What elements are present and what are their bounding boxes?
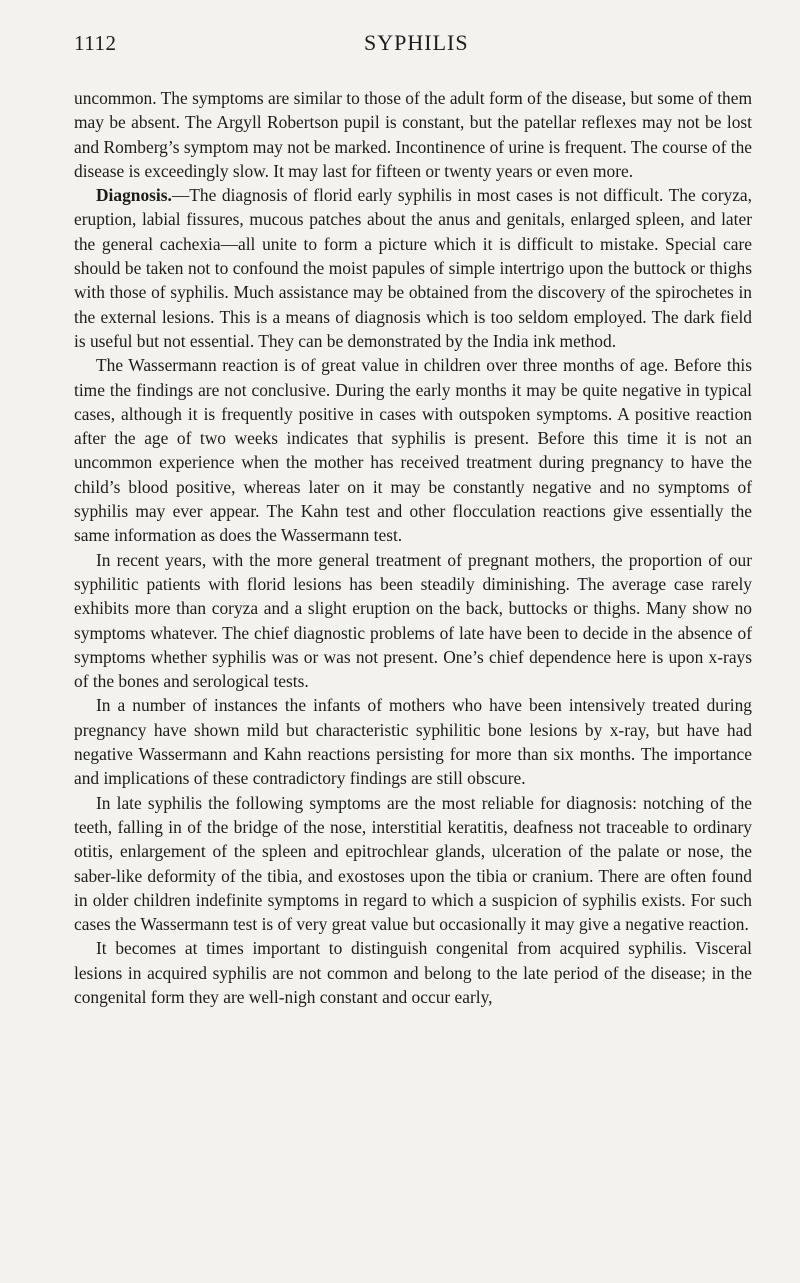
paragraph-late-syphilis (74, 791, 752, 937)
paragraph-text: In a number of instances the infants of mothers who have been intensively treated during pregnancy have shown mild but characteristic syphilitic bone lesions by x-ray, but have had negative Wassermann and Kahn reactions persisting for more than six months. The importance and implications of these contradictory findings are still obscure. (74, 695, 752, 789)
paragraph-text: uncommon. The symptoms are similar to those of the adult form of the disease, but some of them may be absent. The Argyll Robertson pupil is constant, but the patellar reflexes may not be lost and Romberg’s symptom may not be marked. Incontinence of urine is frequent. The course of the disease is exceedingly slow. It may last for fifteen or twenty years or even more. (74, 88, 752, 181)
paragraph-continuation (74, 86, 752, 183)
paragraph-diagnosis (74, 183, 752, 353)
paragraph-text: In late syphilis the following symptoms are the most reliable for diagnosis: notching of the teeth, falling in of the bridge of the nose, interstitial keratitis, deafness not traceable to ordinary otitis, enlargement of the spleen and epitrochlear glands, ulceration of the palate or nose, the saber-like deformity of the tibia, and exostoses upon the tibia or cranium. There are often found in older children indefinite symptoms in regard to which a suspicion of syphilis exists. For such cases the Wassermann test is of very great value but occasionally it may give a negative reaction. (74, 792, 752, 935)
paragraph-congenital-acquired (74, 936, 752, 1009)
paragraph-infants (74, 693, 752, 790)
running-head (74, 30, 752, 70)
paragraph-text: In recent years, with the more general treatment of pregnant mothers, the proportion of our syphilitic patients with florid lesions has been steadily diminishing. The average case rarely exhibits more than coryza and a slight eruption on the back, buttocks or thighs. Many show no symptoms whatever. The chief diagnostic problems of late have been to decide in the absence of symptoms whether syphilis was or was not present. One’s chief dependence here is upon x-rays of the bones and serological tests. (74, 549, 752, 692)
paragraph-recent-years (74, 548, 752, 694)
running-title: SYPHILIS (364, 30, 469, 55)
paragraph-wassermann (74, 353, 752, 547)
paragraph-text: —The diagnosis of florid early syphilis in most cases is not difficult. The coryza, eruption, labial fissures, mucous patches about the anus and genitals, enlarged spleen, and later the general cachexia—all unite to form a picture which it is difficult to mistake. Special care should be taken not to confound the moist papules of simple intertrigo upon the buttock or thighs with those of syphilis. Much assistance may be obtained from the discovery of the spirochetes in the external lesions. This is a means of diagnosis which is too seldom employed. The dark field is useful but not essential. They can be demonstrated by the India ink method. (74, 185, 752, 351)
paragraph-text: The Wassermann reaction is of great value in children over three months of age. Before this time the findings are not conclusive. During the early months it may be quite negative in typical cases, although it is frequently positive in cases with outspoken symptoms. A positive reaction after the age of two weeks indicates that syphilis is present. Before this time it is not an uncommon experience when the mother has received treatment during pregnancy to have the child’s blood positive, whereas later on it may be constantly negative and no symptoms of syphilis may ever appear. The Kahn test and other flocculation reactions give essentially the same information as does the Wassermann test. (74, 355, 752, 546)
paragraph-text: It becomes at times important to distinguish congenital from acquired syphilis. Visceral lesions in acquired syphilis are not common and belong to the late period of the disease; in the congenital form they are well-nigh constant and occur early, (74, 938, 752, 1007)
body-text (74, 86, 752, 1009)
page-number: 1112 (74, 31, 117, 55)
section-heading-diagnosis: Diagnosis. (96, 185, 172, 206)
